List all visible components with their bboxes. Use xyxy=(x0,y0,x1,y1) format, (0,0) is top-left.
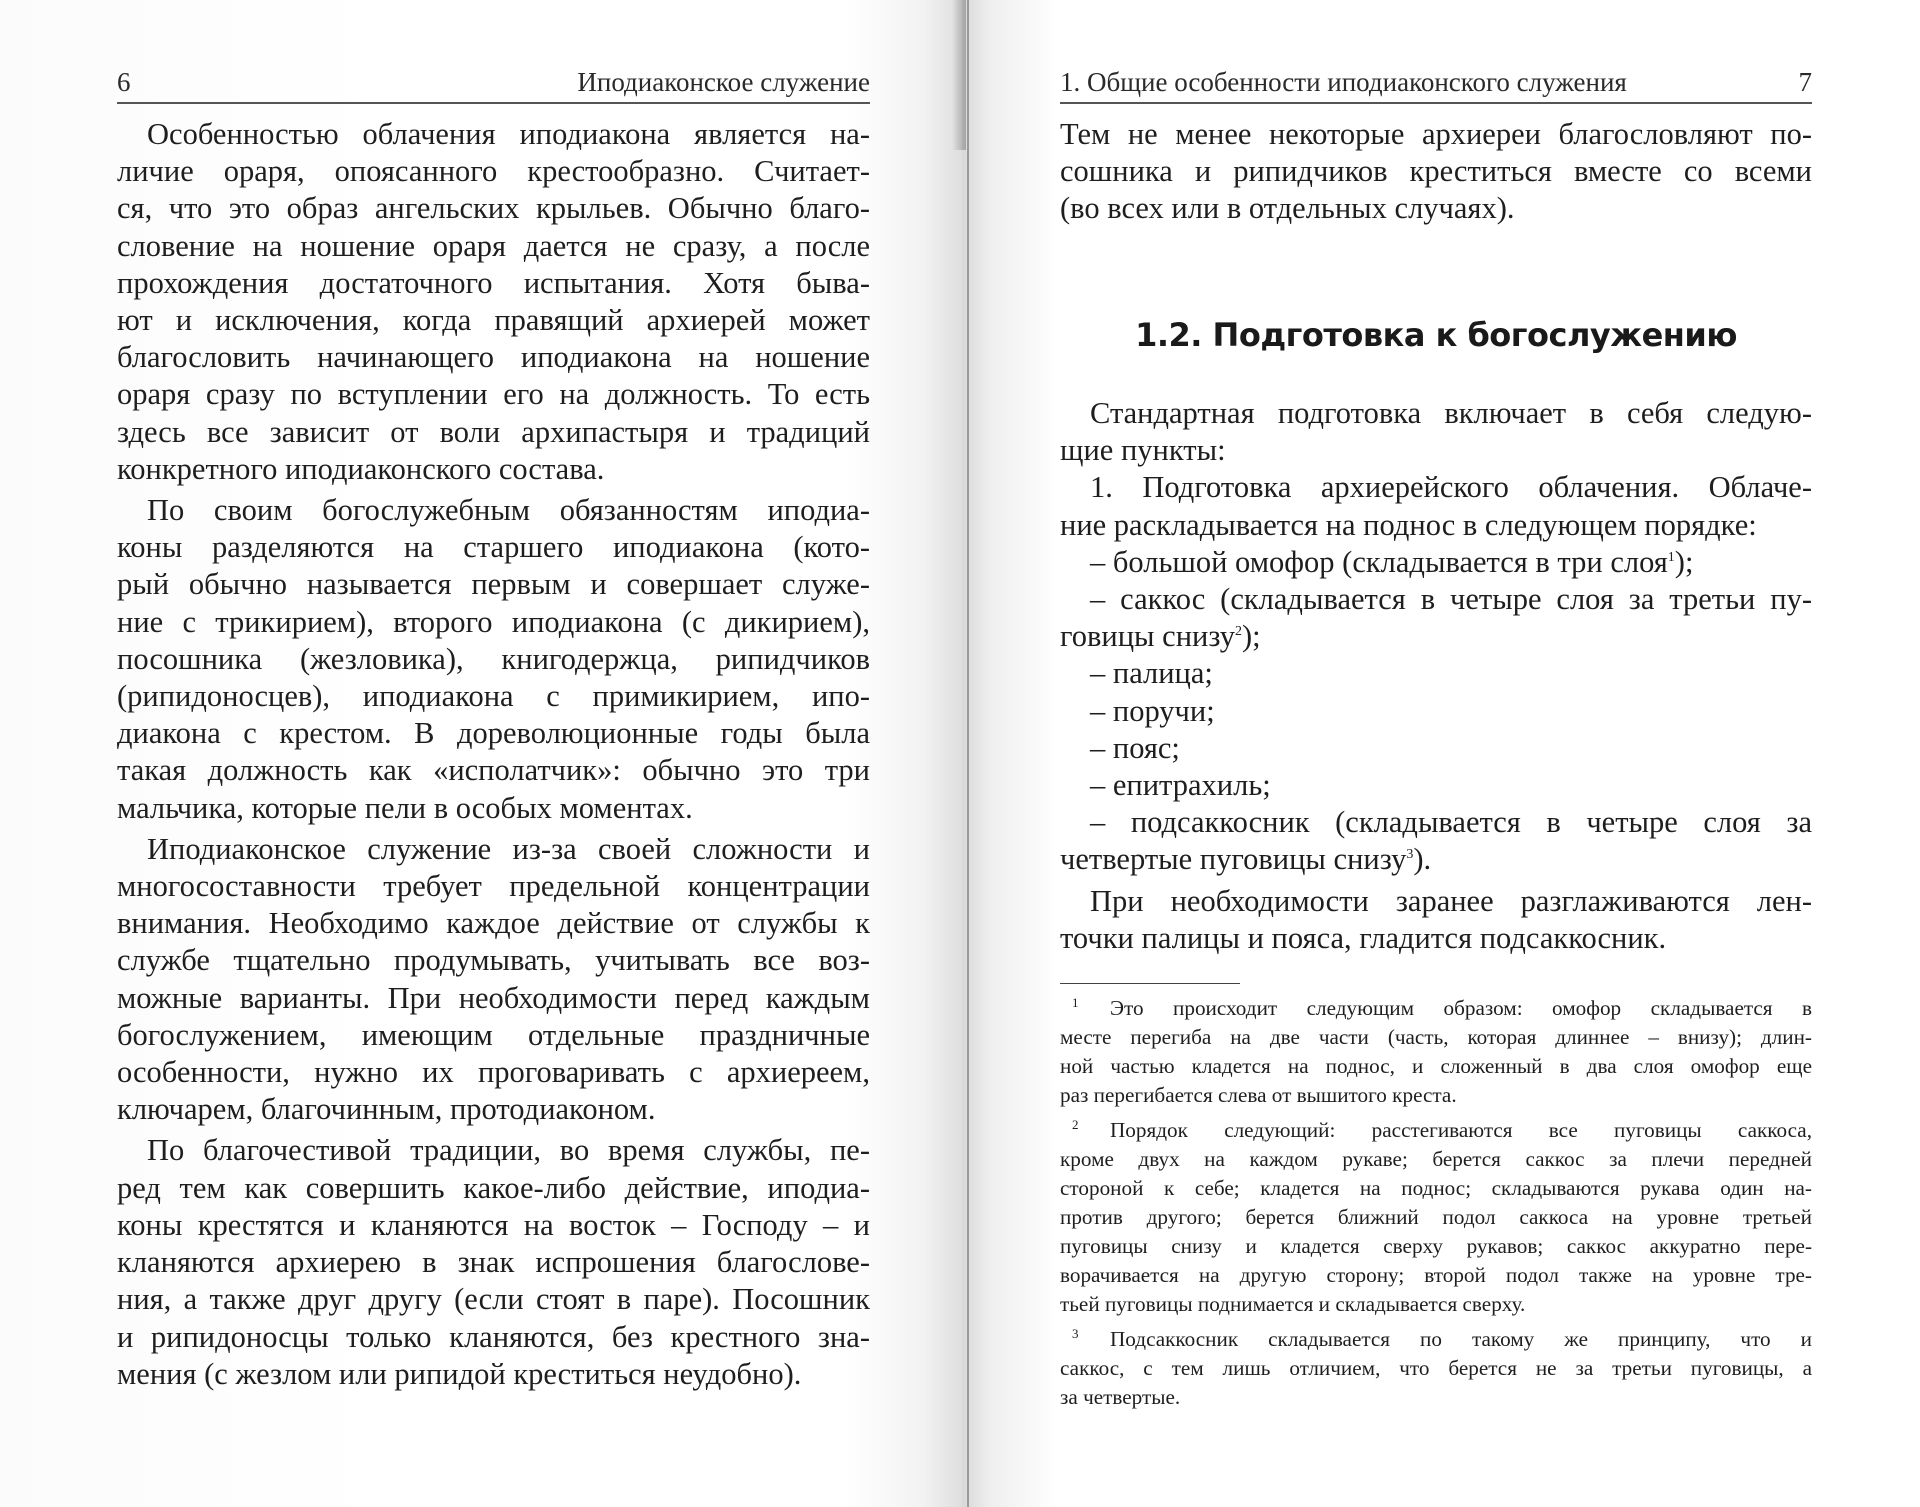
text-line: личие ораря, опоясанного крестообразно. Считает- xyxy=(117,154,870,189)
text-line: мения (с жезлом или рипидой креститься неудобно). xyxy=(117,1356,802,1391)
text-line: точки палицы и пояса, гладится подсаккосник. xyxy=(1060,920,1667,955)
text-line: словение на ношение ораря дается не сразу, а после xyxy=(117,228,870,263)
footnote-number: 2 xyxy=(1072,1117,1079,1132)
right-body-text xyxy=(1060,395,1812,957)
text-line: службе тщательно продумывать, учитывать все воз- xyxy=(117,943,870,978)
text-line: сошника и рипидчиков креститься вместе со всеми xyxy=(1060,154,1812,189)
section-heading: 1.2. Подготовка к богослужению xyxy=(1135,316,1737,354)
text-line: кланяются архиерею в знак испрошения благослове- xyxy=(117,1245,870,1280)
footnote-line: кроме двух на каждом рукаве; берется саккос за плечи передней xyxy=(1060,1147,1812,1171)
text-line: ораря сразу по вступлении его на должность. То есть xyxy=(117,377,870,412)
text-line: (во всех или в отдельных случаях). xyxy=(1060,191,1515,226)
vestment-list-item: – пояс; xyxy=(1090,730,1180,765)
vestment-list-item: – большой омофор (складывается в три слоя$^1$); xyxy=(1090,544,1694,579)
text-line: такая должность как «исполатчик»: обычно это три xyxy=(117,753,870,788)
footnote-line: месте перегиба на две части (часть, которая длиннее – внизу); длин- xyxy=(1060,1025,1812,1049)
footnote-2: 2 Порядок следующий: расстегиваются все пуговицы саккоса, кроме двух на каждом рукаве; берется саккос за плечи передней стороной к себе; кладется на поднос; складываются рукава один на- против другого; берется ближний подол саккоса на уровне третьей пуговицы снизу и кладется сверху рукавов; саккос аккуратно пере- ворачивается на другую сторону; второй подол также на уровне тре- тьей пуговицы поднимается и складывается сверху. xyxy=(1060,1110,1812,1319)
footnote-separator xyxy=(1060,983,1240,984)
footnote-line: ворачивается на другую сторону; второй подол также на уровне тре- xyxy=(1060,1263,1812,1287)
left-body-text xyxy=(117,116,870,1393)
text-line: можные варианты. При необходимости перед каждым xyxy=(117,980,870,1015)
text-line: коны разделяются на старшего иподиакона (кото- xyxy=(117,530,870,565)
text-line: ние раскладывается на поднос в следующем порядке: xyxy=(1060,507,1757,542)
text-line: богослужением, имеющим отдельные праздничные xyxy=(117,1017,870,1052)
text-line: 1. Подготовка архиерейского облачения. Облаче- xyxy=(1090,470,1812,505)
text-line: благословить начинающего иподиакона на ношение xyxy=(117,340,870,375)
text-line: Стандартная подготовка включает в себя следую- xyxy=(1090,396,1812,430)
footnote-line: стороной к себе; кладется на поднос; складываются рукава один на- xyxy=(1060,1176,1812,1200)
text-line: Особенностью облачения иподиакона является на- xyxy=(147,117,870,151)
text-line: и рипидоносцы только кланяются, без крестного зна- xyxy=(117,1319,870,1354)
footnote-line: за четвертые. xyxy=(1060,1385,1181,1409)
paragraph xyxy=(117,1132,870,1392)
text-line: диакона с крестом. В дореволюционные годы была xyxy=(117,716,870,751)
text-line: При необходимости заранее разглаживаются лен- xyxy=(1090,883,1812,918)
text-line: посошника (жезловика), книгодержца, рипидчиков xyxy=(117,641,870,676)
text-line: Тем не менее некоторые архиереи благословляют по- xyxy=(1060,117,1812,151)
text-line: коны крестятся и кланяются на восток – Господу – и xyxy=(117,1207,870,1242)
footnote-line: саккос, с тем лишь отличием, что берется не за третьи пуговицы, а xyxy=(1060,1356,1812,1380)
text-line: рый обычно называется первым и совершает служе- xyxy=(117,567,870,602)
footnote-1: 1 Это происходит следующим образом: омофор складывается в месте перегиба на две части (часть, которая длиннее – внизу); длин- ной частью кладется на поднос, и сложенный в два слоя омофор еще раз перегибается слева от вышитого креста. xyxy=(1060,988,1812,1110)
text-line: особенности, нужно их проговаривать с архиереем, xyxy=(117,1055,870,1090)
text-line: ключарем, благочинным, протодиаконом. xyxy=(117,1092,656,1127)
text-line: По благочестивой традиции, во время службы, пе- xyxy=(147,1133,870,1168)
right-running-title: 1. Общие особенности иподиаконского служения xyxy=(1060,67,1627,97)
footnote-ref[interactable]: 3 xyxy=(1406,847,1414,863)
text-line: ред тем как совершить какое-либо действие, иподиа- xyxy=(117,1170,870,1205)
vestment-list-item: – саккос (складывается в четыре слоя за третьи пу- xyxy=(1090,582,1812,617)
text-line: мальчика, которые пели в особых моментах. xyxy=(117,790,693,825)
text-line: внимания. Необходимо каждое действие от службы к xyxy=(117,906,870,941)
right-page-number: 7 xyxy=(1798,67,1812,97)
text-line: ся, что это образ ангельских крыльев. Обычно благо- xyxy=(117,191,870,226)
text-line: (рипидоносцев), иподиакона с примикирием, ипо- xyxy=(117,679,870,714)
footnotes xyxy=(1060,988,1812,1412)
text-line: здесь все зависит от воли архипастыря и традиций xyxy=(117,414,870,449)
paragraph xyxy=(117,116,870,488)
text-line: ние с трикирием), второго иподиакона (с дикирием), xyxy=(117,604,870,639)
paragraph xyxy=(117,831,870,1129)
footnote-ref[interactable]: 1 xyxy=(1667,549,1675,565)
footnote-line: ной частью кладется на поднос, и сложенный в два слоя омофор еще xyxy=(1060,1054,1812,1078)
footnote-line: тьей пуговицы поднимается и складывается сверху. xyxy=(1060,1292,1526,1316)
paragraph xyxy=(117,492,870,827)
text-line: многосоставности требует предельной концентрации xyxy=(117,869,870,904)
vestment-list-item-cont: четвертые пуговицы снизу$^3$). xyxy=(1060,842,1432,877)
left-page-number: 6 xyxy=(117,67,131,97)
text-line: ния, а также друг другу (если стоят в паре). Посошник xyxy=(117,1282,870,1317)
vestment-list-item: – епитрахиль; xyxy=(1090,768,1271,803)
right-running-header xyxy=(1060,58,1812,104)
binding-shadow xyxy=(952,0,966,150)
right-intro-text xyxy=(1060,116,1812,228)
footnote-3: 3 Подсаккосник складывается по такому же принципу, что и саккос, с тем лишь отличием, что берется не за третьи пуговицы, а за четвертые. xyxy=(1060,1319,1812,1412)
left-running-header xyxy=(117,58,870,104)
vestment-list-item-cont: говицы снизу$^2$); xyxy=(1060,619,1261,654)
footnote-line: раз перегибается слева от вышитого креста. xyxy=(1060,1083,1457,1107)
text-line: щие пункты: xyxy=(1060,433,1226,468)
vestment-list-item: – подсаккосник (складывается в четыре слоя за xyxy=(1090,805,1812,840)
text-line: Иподиаконское служение из-за своей сложности и xyxy=(147,831,870,866)
text-line: По своим богослужебным обязанностям иподиа- xyxy=(147,493,870,528)
vestment-list-item: – палица; xyxy=(1090,656,1213,691)
text-line: прохождения достаточного испытания. Хотя быва- xyxy=(117,265,870,300)
left-running-title: Иподиаконское служение xyxy=(577,67,870,97)
book-gutter xyxy=(967,0,969,1507)
footnote-line: против другого; берется ближний подол саккоса на уровне третьей xyxy=(1060,1205,1812,1229)
vestment-list-item: – поручи; xyxy=(1090,693,1215,728)
footnote-line: пуговицы снизу и кладется сверху рукавов; саккос аккуратно пере- xyxy=(1060,1234,1812,1258)
footnote-ref[interactable]: 2 xyxy=(1235,624,1243,640)
footnote-number: 1 xyxy=(1072,995,1079,1010)
footnote-number: 3 xyxy=(1072,1326,1079,1341)
text-line: ют и исключения, когда правящий архиерей может xyxy=(117,303,870,338)
text-line: конкретного иподиаконского состава. xyxy=(117,451,605,486)
